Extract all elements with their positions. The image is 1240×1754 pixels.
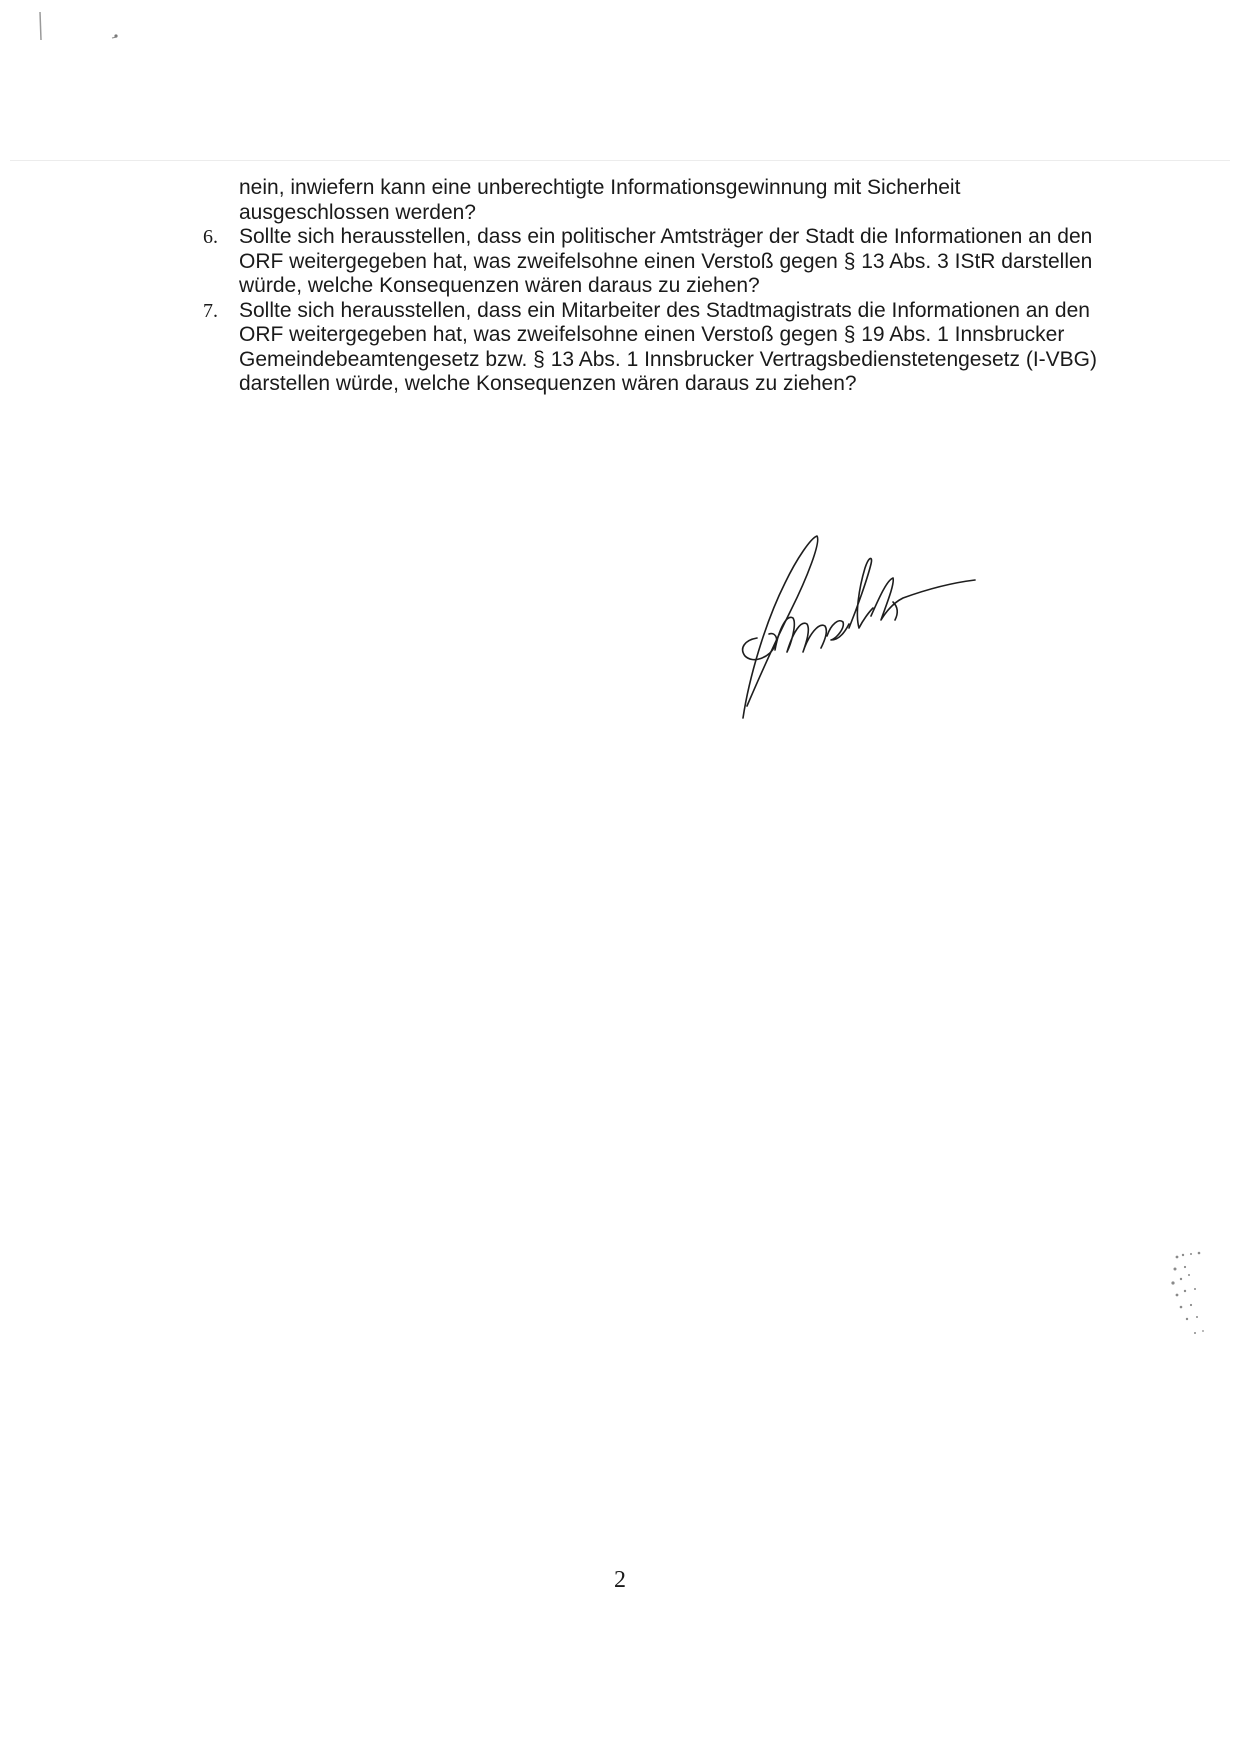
scan-edge-line	[10, 160, 1230, 161]
handwritten-signature	[735, 528, 985, 728]
item-number: 6.	[203, 226, 218, 248]
list-item	[203, 225, 1103, 299]
faint-stamp-mark	[1165, 1245, 1235, 1375]
list-item	[203, 299, 1103, 397]
continuation-paragraph: nein, inwiefern kann eine unberechtigte Informationsgewinnung mit Sicherheit ausgeschlossen werden?	[239, 176, 961, 224]
item-text: Sollte sich herausstellen, dass ein politischer Amtsträger der Stadt die Informationen an den ORF weitergegeben hat, was zweifelsohne einen Verstoß gegen § 13 Abs. 3 IStR darstellen würde, welche Konsequenzen wären daraus zu ziehen?	[239, 225, 1093, 297]
scan-artifact-marks	[38, 8, 128, 48]
question-list	[203, 176, 1103, 397]
page-number: 2	[614, 1567, 626, 1593]
item-number: 7.	[203, 299, 218, 322]
item-text: Sollte sich herausstellen, dass ein Mitarbeiter des Stadtmagistrats die Informationen an den ORF weitergegeben hat, was zweifelsohne einen Verstoß gegen § 19 Abs. 1 Innsbrucker Gemeindebeamtengesetz bzw. § 13 Abs. 1 Innsbrucker Vertragsbedienstetengesetz (I-VBG) darstellen würde, welche Konsequenzen wären daraus zu ziehen?	[239, 298, 1097, 395]
